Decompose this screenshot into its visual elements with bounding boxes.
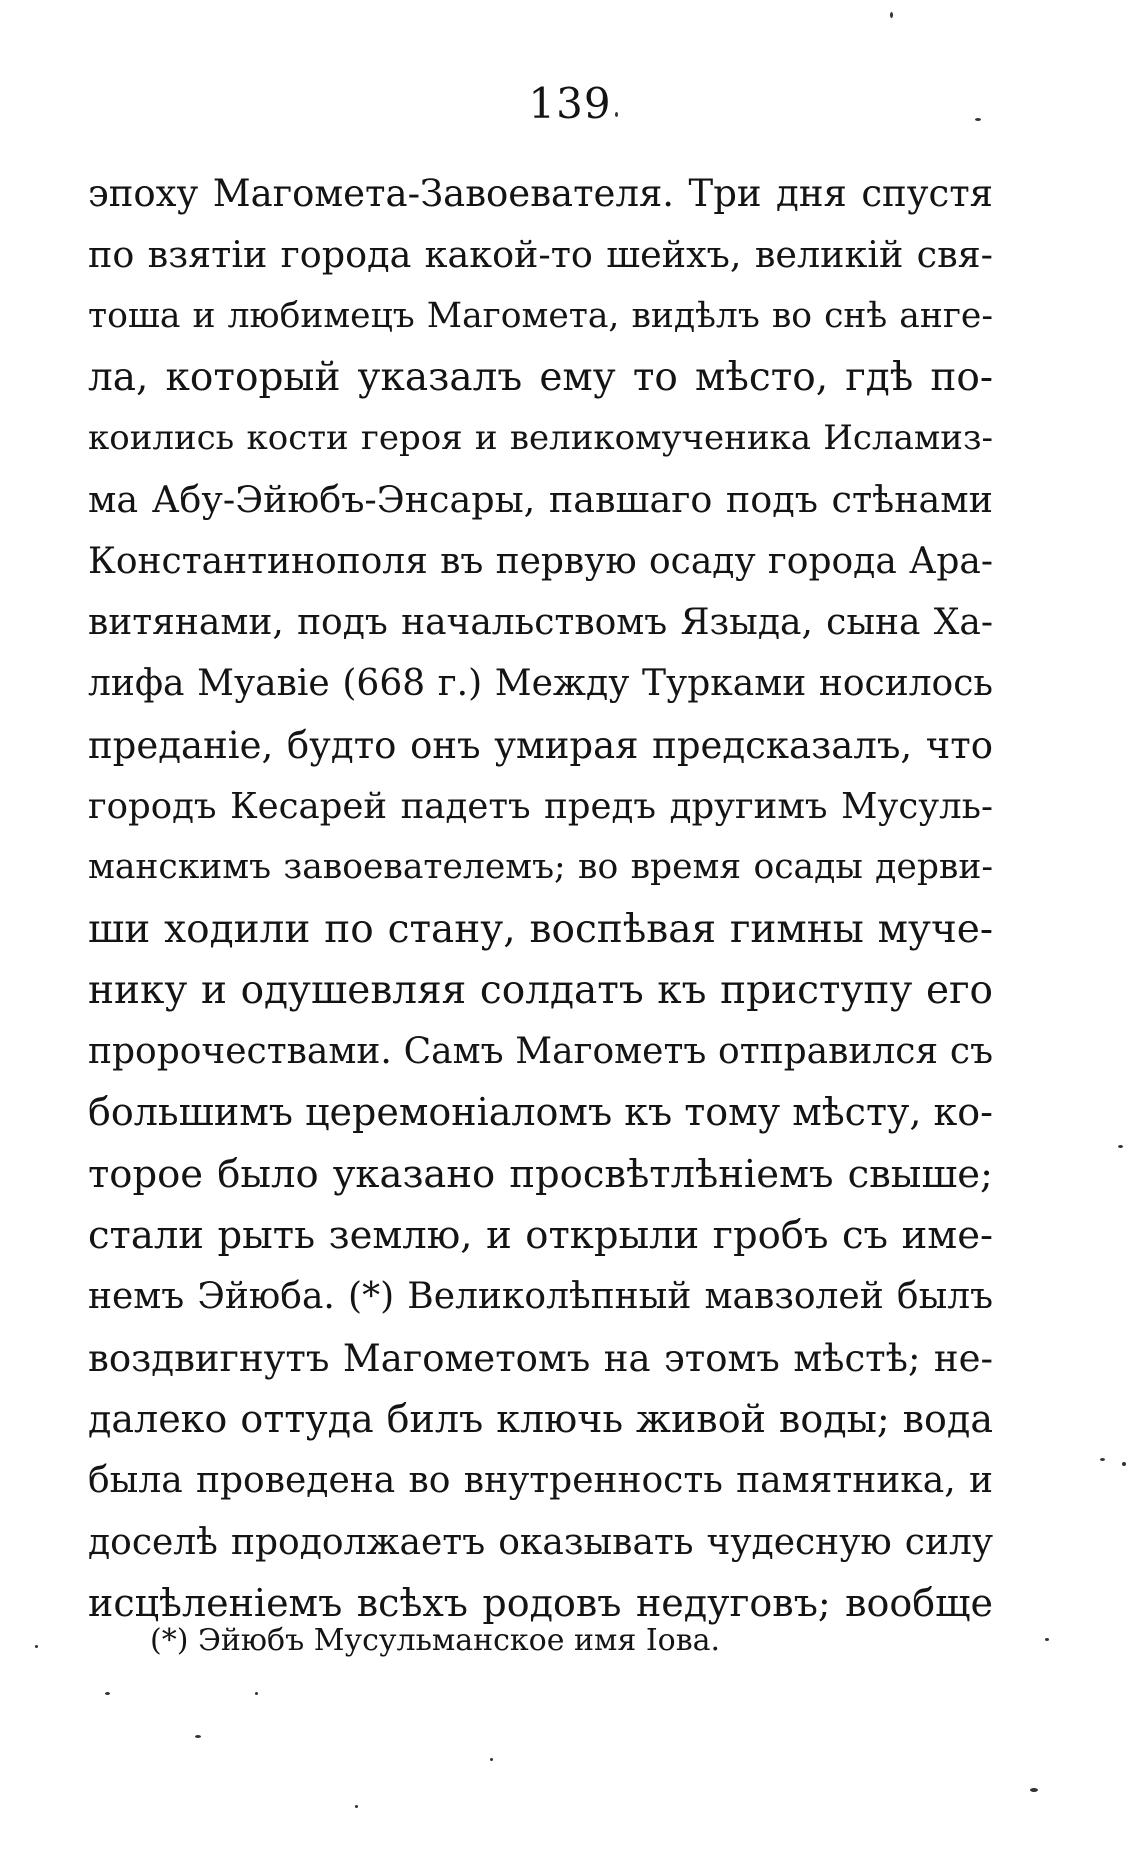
text-line: витянами, подъ начальствомъ Языда, сына Ха- <box>88 602 993 644</box>
text-line: преданіе, будто онъ умирая предсказалъ, что <box>88 723 993 767</box>
text-line: торое было указано просвѣтлѣніемъ свыше; <box>88 1151 993 1197</box>
scan-speck <box>975 118 981 121</box>
text-line: немъ Эйюба. (*) Великолѣпный мавзолей былъ <box>88 1276 993 1318</box>
scan-speck <box>1030 1788 1038 1792</box>
text-line: манскимъ завоевателемъ; во время осады дерви- <box>88 847 993 888</box>
body-text <box>88 163 993 1634</box>
scan-speck <box>1100 1458 1105 1461</box>
scan-speck <box>1045 1638 1049 1641</box>
text-line: ла, который указалъ ему то мѣсто, гдѣ по- <box>88 354 993 400</box>
text-line: Константинополя въ первую осаду города Ара- <box>88 540 993 582</box>
text-line: стали рыть землю, и открыли гробъ съ име- <box>88 1213 993 1259</box>
text-line: была проведена во внутренность памятника, и <box>88 1460 993 1502</box>
text-line: ма Абу-Эйюбъ-Энсары, павшаго подъ стѣнами <box>88 478 993 522</box>
text-line: городъ Кесарей падетъ предъ другимъ Мусуль- <box>88 785 993 827</box>
text-line: воздвигнутъ Магометомъ на этомъ мѣстѣ; не- <box>88 1336 993 1380</box>
text-line: исцѣленіемъ всѣхъ родовъ недуговъ; вообще <box>88 1580 993 1625</box>
page-number: 139 <box>528 79 612 128</box>
scan-speck <box>615 112 618 117</box>
text-line: лифа Муавіе (668 г.) Между Турками носилось <box>88 663 993 705</box>
scan-speck <box>355 1805 358 1808</box>
scan-speck <box>255 1692 258 1695</box>
text-line: доселѣ продолжаетъ оказывать чудесную силу <box>88 1521 993 1563</box>
text-line: пророчествами. Самъ Магометъ отправился съ <box>88 1031 993 1073</box>
scan-speck <box>105 1692 110 1695</box>
text-line: далеко оттуда билъ ключь живой воды; вода <box>88 1396 993 1441</box>
scan-speck <box>890 12 893 18</box>
scan-speck <box>35 1645 38 1648</box>
text-line: нику и одушевляя солдатъ къ приступу его <box>88 967 993 1013</box>
scan-speck <box>490 1758 493 1761</box>
text-line: эпоху Магомета-Завоевателя. Три дня спустя <box>88 172 993 215</box>
footnote: (*) Эйюбъ Мусульманское имя Іова. <box>150 1623 721 1658</box>
text-line: большимъ церемоніаломъ къ тому мѣсту, ко- <box>88 1090 993 1135</box>
text-line: ши ходили по стану, воспѣвая гимны муче- <box>88 906 993 952</box>
scan-speck <box>1118 1145 1123 1148</box>
text-line: тоша и любимецъ Магомета, видѣлъ во снѣ анге- <box>88 295 993 336</box>
text-line: коились кости героя и великомученика Исламиз- <box>88 418 993 459</box>
text-line: по взятіи города какой-то шейхъ, великій свя- <box>88 233 993 277</box>
scan-speck <box>195 1735 201 1738</box>
scan-speck <box>1122 1462 1126 1466</box>
